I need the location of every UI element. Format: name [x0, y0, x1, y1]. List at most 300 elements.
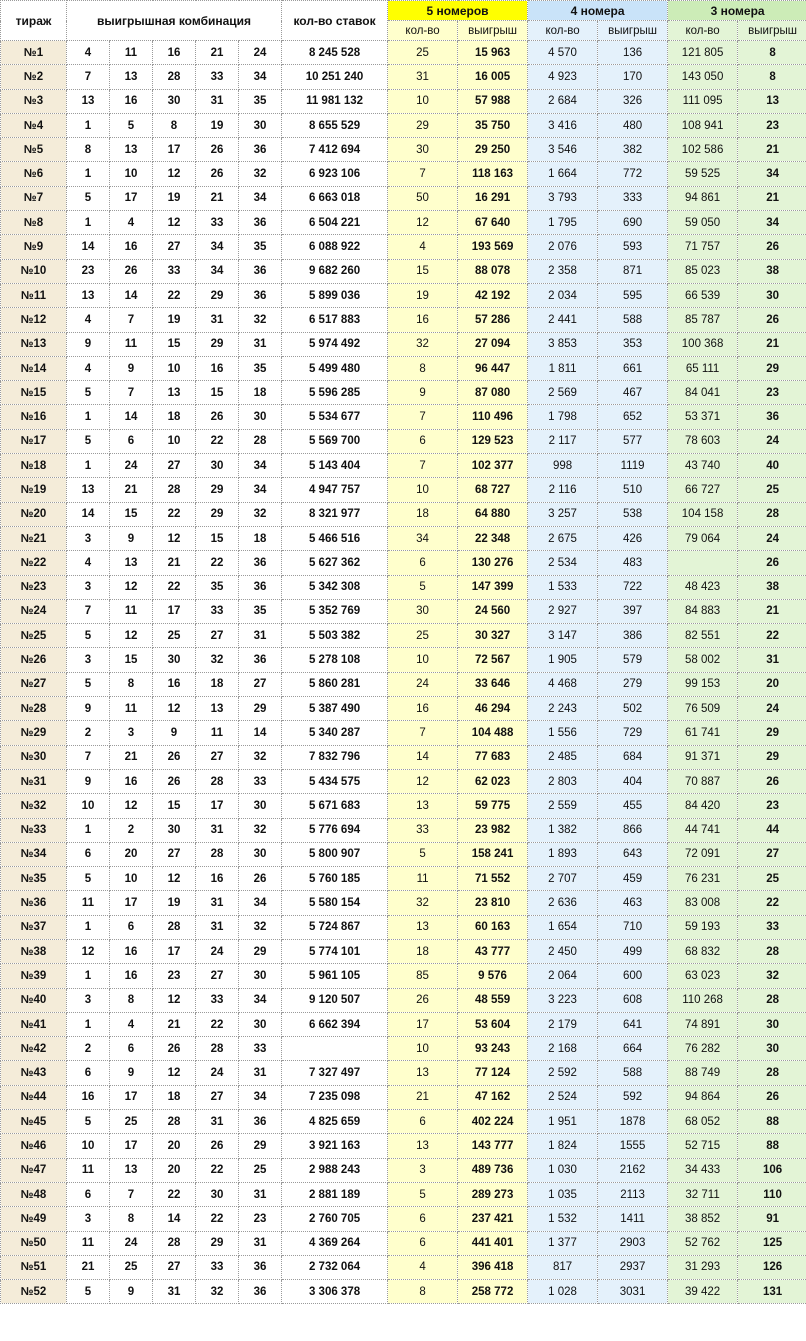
ball-4: 11	[196, 721, 239, 745]
match5-count: 18	[388, 939, 458, 963]
ball-2: 11	[110, 599, 153, 623]
match3-win: 21	[738, 138, 806, 162]
match3-win: 29	[738, 745, 806, 769]
match4-count: 1 377	[528, 1231, 598, 1255]
stakes-count: 5 860 281	[282, 672, 388, 696]
stakes-count: 7 235 098	[282, 1085, 388, 1109]
table-row	[1, 502, 806, 526]
match3-win: 91	[738, 1207, 806, 1231]
table-row	[1, 429, 806, 453]
match4-win: 600	[598, 964, 668, 988]
match3-count: 94 861	[668, 186, 738, 210]
match5-count: 14	[388, 745, 458, 769]
match5-win: 193 569	[458, 235, 528, 259]
match5-win: 71 552	[458, 867, 528, 891]
match5-win: 289 273	[458, 1182, 528, 1206]
match4-win: 866	[598, 818, 668, 842]
ball-5: 31	[239, 1231, 282, 1255]
ball-1: 7	[67, 599, 110, 623]
match5-win: 110 496	[458, 405, 528, 429]
match5-count: 4	[388, 235, 458, 259]
ball-5: 30	[239, 405, 282, 429]
ball-5: 36	[239, 648, 282, 672]
ball-5: 30	[239, 113, 282, 137]
match3-count: 104 158	[668, 502, 738, 526]
match4-count: 3 793	[528, 186, 598, 210]
match4-count: 2 524	[528, 1085, 598, 1109]
match3-win: 23	[738, 381, 806, 405]
match3-count: 72 091	[668, 842, 738, 866]
ball-1: 10	[67, 1134, 110, 1158]
ball-3: 17	[153, 939, 196, 963]
ball-1: 1	[67, 915, 110, 939]
table-row	[1, 624, 806, 648]
match3-count: 66 539	[668, 283, 738, 307]
ball-2: 7	[110, 308, 153, 332]
ball-1: 4	[67, 551, 110, 575]
match3-win: 38	[738, 575, 806, 599]
match3-win: 125	[738, 1231, 806, 1255]
match5-win: 24 560	[458, 599, 528, 623]
ball-5: 31	[239, 1182, 282, 1206]
ball-2: 24	[110, 454, 153, 478]
match3-count: 44 741	[668, 818, 738, 842]
ball-4: 33	[196, 599, 239, 623]
ball-5: 35	[239, 235, 282, 259]
table-row	[1, 138, 806, 162]
table-row	[1, 89, 806, 113]
match5-win: 237 421	[458, 1207, 528, 1231]
match5-count: 21	[388, 1085, 458, 1109]
ball-4: 27	[196, 745, 239, 769]
header-3-numbers: 3 номера	[668, 1, 806, 21]
ball-2: 5	[110, 113, 153, 137]
ball-2: 25	[110, 1110, 153, 1134]
table-row	[1, 1134, 806, 1158]
match5-win: 27 094	[458, 332, 528, 356]
ball-4: 30	[196, 1182, 239, 1206]
ball-5: 36	[239, 283, 282, 307]
table-row	[1, 478, 806, 502]
ball-5: 23	[239, 1207, 282, 1231]
ball-5: 36	[239, 1280, 282, 1304]
ball-1: 21	[67, 1255, 110, 1279]
draw-number: №21	[1, 526, 67, 550]
match5-win: 147 399	[458, 575, 528, 599]
ball-1: 16	[67, 1085, 110, 1109]
stakes-count: 8 321 977	[282, 502, 388, 526]
match4-count: 2 116	[528, 478, 598, 502]
ball-2: 9	[110, 1280, 153, 1304]
match3-win: 28	[738, 502, 806, 526]
match4-count: 3 416	[528, 113, 598, 137]
match3-count: 48 423	[668, 575, 738, 599]
table-row	[1, 599, 806, 623]
ball-3: 28	[153, 65, 196, 89]
stakes-count: 5 961 105	[282, 964, 388, 988]
match5-win: 29 250	[458, 138, 528, 162]
stakes-count: 7 327 497	[282, 1061, 388, 1085]
ball-1: 5	[67, 624, 110, 648]
ball-5: 34	[239, 478, 282, 502]
match3-count: 76 509	[668, 697, 738, 721]
match3-count: 70 887	[668, 769, 738, 793]
draw-number: №52	[1, 1280, 67, 1304]
ball-3: 30	[153, 89, 196, 113]
draw-number: №15	[1, 381, 67, 405]
ball-5: 32	[239, 818, 282, 842]
match3-win: 40	[738, 454, 806, 478]
ball-4: 28	[196, 769, 239, 793]
ball-5: 34	[239, 1085, 282, 1109]
match5-win: 258 772	[458, 1280, 528, 1304]
match5-count: 18	[388, 502, 458, 526]
table-row	[1, 818, 806, 842]
ball-5: 30	[239, 964, 282, 988]
match4-win: 1411	[598, 1207, 668, 1231]
match3-win: 28	[738, 939, 806, 963]
ball-1: 5	[67, 1280, 110, 1304]
stakes-count: 3 921 163	[282, 1134, 388, 1158]
ball-1: 9	[67, 769, 110, 793]
draw-number: №11	[1, 283, 67, 307]
match5-win: 23 810	[458, 891, 528, 915]
match3-count: 32 711	[668, 1182, 738, 1206]
draw-number: №18	[1, 454, 67, 478]
match5-count: 25	[388, 624, 458, 648]
ball-1: 5	[67, 672, 110, 696]
stakes-count: 7 832 796	[282, 745, 388, 769]
match4-win: 455	[598, 794, 668, 818]
match3-win: 26	[738, 551, 806, 575]
match4-count: 3 223	[528, 988, 598, 1012]
match5-win: 67 640	[458, 211, 528, 235]
match4-win: 579	[598, 648, 668, 672]
ball-2: 20	[110, 842, 153, 866]
match3-win: 30	[738, 1012, 806, 1036]
match3-count: 68 832	[668, 939, 738, 963]
stakes-count: 6 923 106	[282, 162, 388, 186]
ball-3: 10	[153, 429, 196, 453]
match4-win: 2937	[598, 1255, 668, 1279]
stakes-count: 4 825 659	[282, 1110, 388, 1134]
match3-win: 27	[738, 842, 806, 866]
match3-count: 59 525	[668, 162, 738, 186]
ball-5: 31	[239, 1061, 282, 1085]
table-row	[1, 867, 806, 891]
ball-1: 14	[67, 235, 110, 259]
ball-5: 32	[239, 162, 282, 186]
ball-1: 13	[67, 283, 110, 307]
match4-count: 3 853	[528, 332, 598, 356]
ball-3: 22	[153, 283, 196, 307]
ball-4: 33	[196, 1255, 239, 1279]
ball-3: 28	[153, 478, 196, 502]
match4-win: 643	[598, 842, 668, 866]
ball-3: 12	[153, 162, 196, 186]
match3-win: 26	[738, 1085, 806, 1109]
ball-1: 10	[67, 794, 110, 818]
match5-count: 30	[388, 138, 458, 162]
ball-3: 15	[153, 332, 196, 356]
ball-3: 16	[153, 672, 196, 696]
match3-count: 83 008	[668, 891, 738, 915]
ball-2: 17	[110, 186, 153, 210]
ball-2: 21	[110, 478, 153, 502]
match4-count: 2 450	[528, 939, 598, 963]
match4-win: 3031	[598, 1280, 668, 1304]
match4-count: 2 117	[528, 429, 598, 453]
match4-count: 1 951	[528, 1110, 598, 1134]
draw-number: №3	[1, 89, 67, 113]
match3-count: 99 153	[668, 672, 738, 696]
match5-count: 3	[388, 1158, 458, 1182]
ball-2: 14	[110, 405, 153, 429]
match4-win: 1555	[598, 1134, 668, 1158]
ball-4: 33	[196, 988, 239, 1012]
table-row	[1, 1280, 806, 1304]
ball-5: 34	[239, 454, 282, 478]
ball-1: 7	[67, 65, 110, 89]
ball-4: 34	[196, 235, 239, 259]
match5-count: 50	[388, 186, 458, 210]
ball-3: 31	[153, 1280, 196, 1304]
table-row	[1, 1255, 806, 1279]
draw-number: №40	[1, 988, 67, 1012]
match5-count: 8	[388, 1280, 458, 1304]
match4-win: 588	[598, 308, 668, 332]
ball-4: 16	[196, 356, 239, 380]
ball-5: 30	[239, 842, 282, 866]
ball-2: 7	[110, 1182, 153, 1206]
ball-1: 3	[67, 648, 110, 672]
header-5-win: выигрыш	[458, 21, 528, 41]
draw-number: №16	[1, 405, 67, 429]
match4-count: 998	[528, 454, 598, 478]
ball-4: 21	[196, 41, 239, 65]
match4-win: 467	[598, 381, 668, 405]
ball-4: 29	[196, 1231, 239, 1255]
ball-5: 18	[239, 381, 282, 405]
ball-4: 32	[196, 1280, 239, 1304]
ball-2: 24	[110, 1231, 153, 1255]
table-row	[1, 162, 806, 186]
ball-3: 30	[153, 648, 196, 672]
match4-count: 1 795	[528, 211, 598, 235]
match4-win: 510	[598, 478, 668, 502]
ball-4: 21	[196, 186, 239, 210]
ball-1: 1	[67, 818, 110, 842]
match4-win: 729	[598, 721, 668, 745]
draw-number: №27	[1, 672, 67, 696]
match3-win: 28	[738, 988, 806, 1012]
ball-4: 15	[196, 381, 239, 405]
match5-count: 10	[388, 89, 458, 113]
ball-2: 4	[110, 211, 153, 235]
ball-4: 16	[196, 867, 239, 891]
draw-number: №22	[1, 551, 67, 575]
ball-4: 18	[196, 672, 239, 696]
match4-count: 3 147	[528, 624, 598, 648]
table-row	[1, 648, 806, 672]
ball-1: 11	[67, 1231, 110, 1255]
stakes-count: 11 981 132	[282, 89, 388, 113]
match3-count: 88 749	[668, 1061, 738, 1085]
draw-number: №49	[1, 1207, 67, 1231]
match4-win: 382	[598, 138, 668, 162]
ball-1: 9	[67, 697, 110, 721]
table-row	[1, 186, 806, 210]
ball-1: 7	[67, 745, 110, 769]
draw-number: №12	[1, 308, 67, 332]
draw-number: №33	[1, 818, 67, 842]
match3-win: 26	[738, 308, 806, 332]
draw-number: №46	[1, 1134, 67, 1158]
draw-number: №30	[1, 745, 67, 769]
table-row	[1, 1231, 806, 1255]
ball-1: 4	[67, 41, 110, 65]
ball-2: 15	[110, 648, 153, 672]
draw-number: №32	[1, 794, 67, 818]
ball-2: 11	[110, 332, 153, 356]
ball-2: 17	[110, 1085, 153, 1109]
match3-count: 102 586	[668, 138, 738, 162]
draw-number: №48	[1, 1182, 67, 1206]
stakes-count: 5 352 769	[282, 599, 388, 623]
stakes-count: 5 774 101	[282, 939, 388, 963]
draw-number: №19	[1, 478, 67, 502]
draw-number: №14	[1, 356, 67, 380]
match3-count: 84 041	[668, 381, 738, 405]
match4-count: 2 684	[528, 89, 598, 113]
match5-win: 46 294	[458, 697, 528, 721]
draw-number: №31	[1, 769, 67, 793]
stakes-count: 5 724 867	[282, 915, 388, 939]
match4-count: 4 570	[528, 41, 598, 65]
ball-4: 26	[196, 405, 239, 429]
ball-5: 34	[239, 186, 282, 210]
match5-win: 396 418	[458, 1255, 528, 1279]
match5-win: 118 163	[458, 162, 528, 186]
stakes-count: 5 580 154	[282, 891, 388, 915]
match5-count: 31	[388, 65, 458, 89]
ball-3: 12	[153, 697, 196, 721]
match5-win: 77 124	[458, 1061, 528, 1085]
ball-2: 11	[110, 697, 153, 721]
ball-1: 14	[67, 502, 110, 526]
ball-2: 12	[110, 575, 153, 599]
draw-number: №5	[1, 138, 67, 162]
ball-5: 32	[239, 308, 282, 332]
stakes-count: 5 760 185	[282, 867, 388, 891]
match3-count: 82 551	[668, 624, 738, 648]
ball-2: 9	[110, 1061, 153, 1085]
draw-number: №36	[1, 891, 67, 915]
match3-win: 24	[738, 526, 806, 550]
draw-number: №38	[1, 939, 67, 963]
ball-5: 36	[239, 1110, 282, 1134]
ball-3: 13	[153, 381, 196, 405]
table-row	[1, 1085, 806, 1109]
match4-count: 3 257	[528, 502, 598, 526]
ball-3: 12	[153, 526, 196, 550]
ball-3: 22	[153, 1182, 196, 1206]
ball-4: 27	[196, 964, 239, 988]
match3-win: 23	[738, 113, 806, 137]
ball-1: 1	[67, 1012, 110, 1036]
ball-4: 31	[196, 1110, 239, 1134]
match5-win: 88 078	[458, 259, 528, 283]
match4-count: 1 533	[528, 575, 598, 599]
match5-count: 26	[388, 988, 458, 1012]
match3-win: 23	[738, 794, 806, 818]
match3-win: 126	[738, 1255, 806, 1279]
match4-win: 499	[598, 939, 668, 963]
ball-3: 28	[153, 1110, 196, 1134]
draw-number: №35	[1, 867, 67, 891]
ball-2: 12	[110, 794, 153, 818]
match3-count: 31 293	[668, 1255, 738, 1279]
header-stakes: кол-во ставок	[282, 1, 388, 41]
ball-5: 35	[239, 356, 282, 380]
table-row	[1, 332, 806, 356]
match4-count: 3 546	[528, 138, 598, 162]
table-row	[1, 988, 806, 1012]
ball-3: 22	[153, 575, 196, 599]
match5-count: 25	[388, 41, 458, 65]
match4-win: 608	[598, 988, 668, 1012]
ball-3: 19	[153, 308, 196, 332]
match5-win: 402 224	[458, 1110, 528, 1134]
match3-count: 110 268	[668, 988, 738, 1012]
ball-4: 31	[196, 915, 239, 939]
ball-5: 25	[239, 1158, 282, 1182]
match5-count: 7	[388, 721, 458, 745]
table-row	[1, 308, 806, 332]
ball-5: 27	[239, 672, 282, 696]
ball-3: 30	[153, 818, 196, 842]
stakes-count: 8 245 528	[282, 41, 388, 65]
ball-5: 35	[239, 599, 282, 623]
stakes-count: 4 369 264	[282, 1231, 388, 1255]
match5-count: 33	[388, 818, 458, 842]
match5-count: 5	[388, 575, 458, 599]
ball-5: 33	[239, 1037, 282, 1061]
match5-count: 10	[388, 478, 458, 502]
match4-count: 2 675	[528, 526, 598, 550]
match3-win: 88	[738, 1110, 806, 1134]
match5-win: 60 163	[458, 915, 528, 939]
match3-count: 59 193	[668, 915, 738, 939]
table-row	[1, 1110, 806, 1134]
match5-win: 441 401	[458, 1231, 528, 1255]
ball-2: 13	[110, 551, 153, 575]
ball-2: 26	[110, 259, 153, 283]
ball-4: 32	[196, 648, 239, 672]
ball-4: 17	[196, 794, 239, 818]
match3-count: 71 757	[668, 235, 738, 259]
match5-win: 129 523	[458, 429, 528, 453]
table-row	[1, 41, 806, 65]
match5-count: 11	[388, 867, 458, 891]
ball-2: 8	[110, 672, 153, 696]
table-row	[1, 1182, 806, 1206]
ball-2: 8	[110, 1207, 153, 1231]
ball-4: 30	[196, 454, 239, 478]
match4-win: 2113	[598, 1182, 668, 1206]
match3-count: 79 064	[668, 526, 738, 550]
ball-4: 24	[196, 939, 239, 963]
